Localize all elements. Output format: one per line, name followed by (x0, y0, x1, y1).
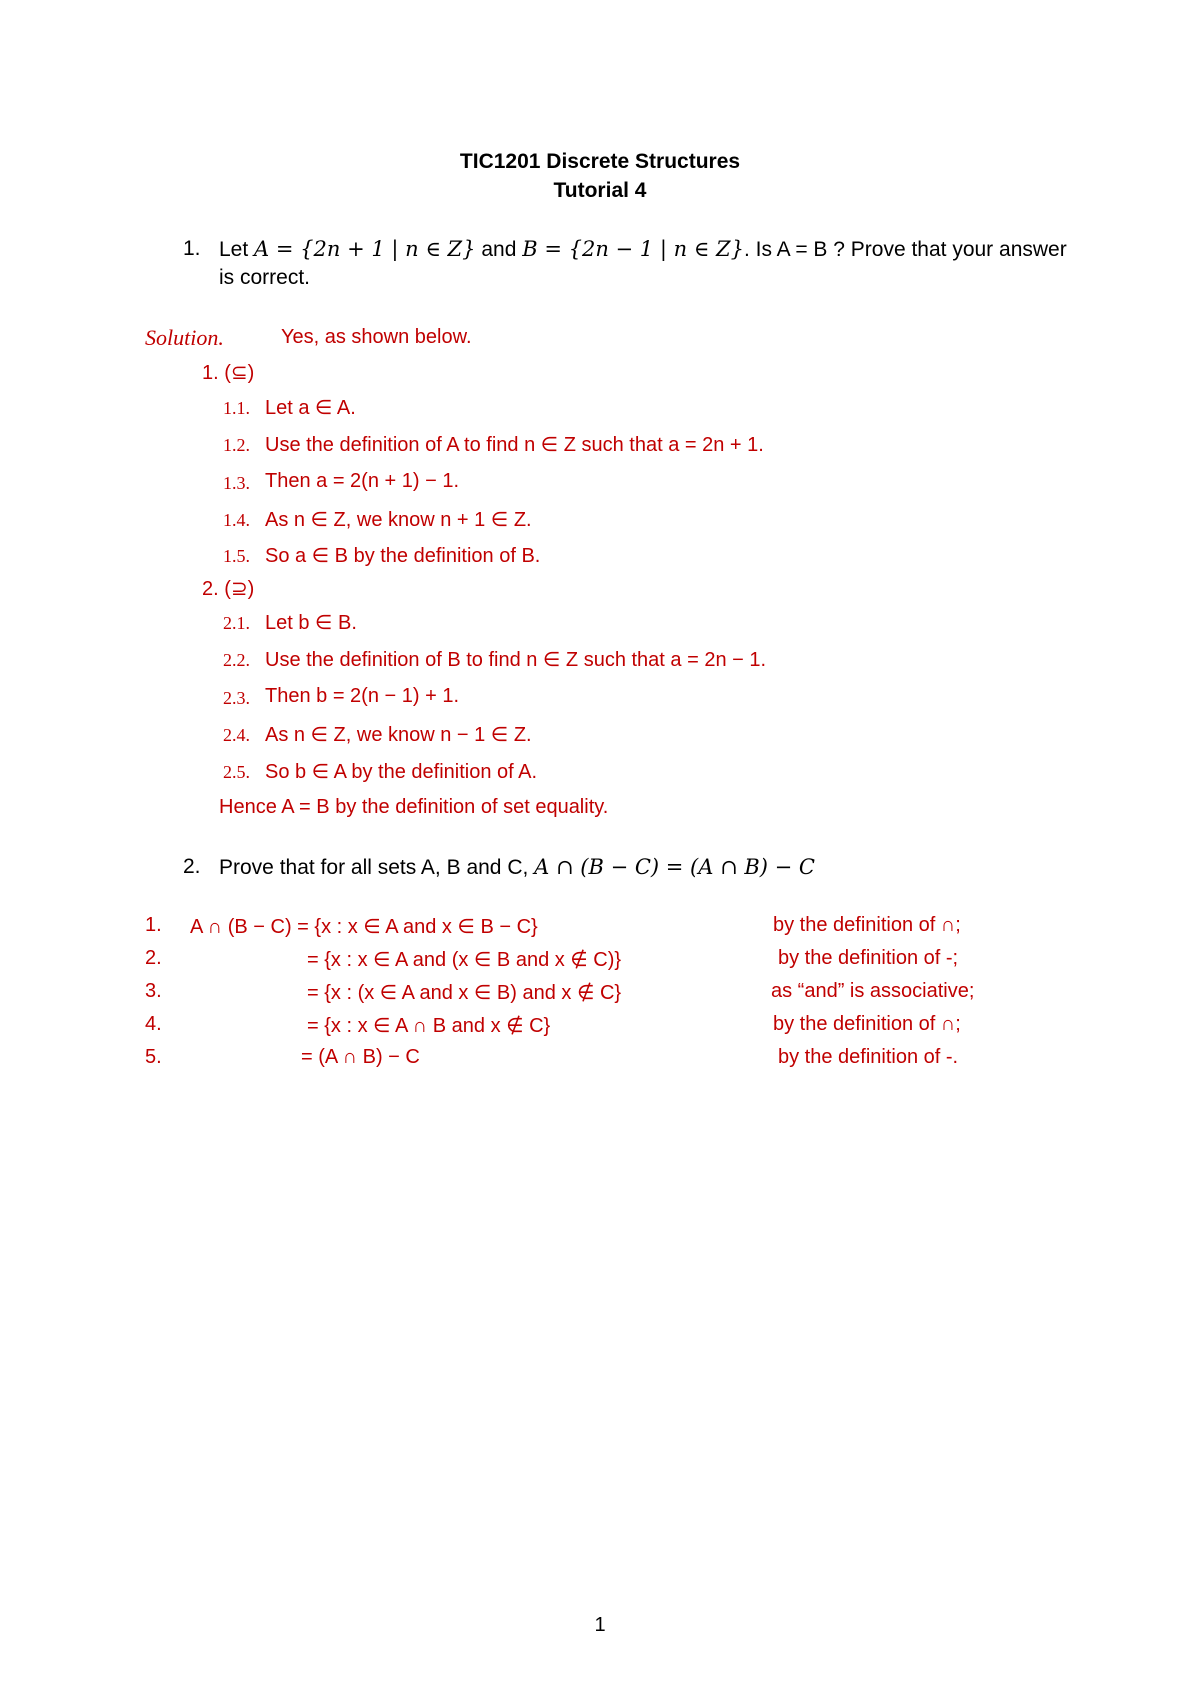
question-1-line-1 (219, 237, 1067, 262)
step-text: As n ∈ Z, we know n + 1 ∈ Z. (265, 509, 532, 531)
question-1-post: . Is A = B ? Prove that your answer (743, 238, 1067, 261)
question-2-formula: A ∩ (B − C) = (A ∩ B) − C (534, 855, 815, 879)
step-text: So a ∈ B by the definition of B. (265, 545, 541, 567)
step-text: Then a = 2(n + 1) − 1. (265, 470, 460, 492)
step-number: 1.2. (223, 435, 250, 455)
question-2-number: 2. (183, 855, 201, 878)
step-number: 2.5. (223, 762, 250, 782)
set-b-definition: B = {2n − 1 | n ∈ Z} (522, 237, 744, 261)
step-text: Let b ∈ B. (265, 612, 357, 634)
step-number: 1.4. (223, 510, 250, 530)
solution-conclusion: Hence A = B by the definition of set equality. (219, 796, 609, 818)
solution-intro: Yes, as shown below. (281, 326, 472, 348)
step-number: 1.5. (223, 546, 250, 566)
step-text: Use the definition of A to find n ∈ Z such that a = 2n + 1. (265, 434, 764, 456)
step-text: So b ∈ A by the definition of A. (265, 761, 538, 783)
proof-row-number: 2. (145, 947, 162, 969)
document-title: TIC1201 Discrete Structures (459, 150, 741, 173)
question-1-mid: and (475, 238, 523, 261)
proof-row-expression: = {x : x ∈ A ∩ B and x ∉ C} (307, 1015, 551, 1037)
question-1-pre: Let (219, 238, 255, 261)
solution-label: Solution. (145, 325, 224, 350)
proof-row-expression: = {x : (x ∈ A and x ∈ B) and x ∉ C} (307, 982, 622, 1004)
question-1-number: 1. (183, 237, 201, 260)
proof-row-expression: A ∩ (B − C) = {x : x ∈ A and x ∈ B − C} (190, 916, 538, 938)
proof-row-number: 1. (145, 914, 162, 936)
page-number: 1 (594, 1614, 606, 1636)
step-number: 2.3. (223, 688, 250, 708)
step-number: 2.1. (223, 613, 250, 633)
proof-row-expression: = (A ∩ B) − C (301, 1046, 420, 1068)
proof-row-number: 3. (145, 980, 162, 1002)
proof-row-expression: = {x : x ∈ A and (x ∈ B and x ∉ C)} (307, 949, 622, 971)
step-number: 1.3. (223, 473, 250, 493)
step-text: Then b = 2(n − 1) + 1. (265, 685, 460, 707)
step-number: 2.2. (223, 650, 250, 670)
proof-row-number: 4. (145, 1013, 162, 1035)
set-a-definition: A = {2n + 1 | n ∈ Z} (254, 237, 476, 261)
proof-row-reason: by the definition of ∩; (773, 914, 961, 936)
step-text: Let a ∈ A. (265, 397, 356, 419)
part-2-heading: 2. (⊇) (202, 578, 255, 600)
step-text: As n ∈ Z, we know n − 1 ∈ Z. (265, 724, 532, 746)
proof-row-reason: by the definition of -; (778, 947, 959, 969)
part-1-heading: 1. (⊆) (202, 362, 255, 384)
step-number: 2.4. (223, 725, 250, 745)
proof-row-number: 5. (145, 1046, 162, 1068)
proof-row-reason: by the definition of -. (778, 1046, 959, 1068)
proof-row-reason: by the definition of ∩; (773, 1013, 961, 1035)
document-subtitle: Tutorial 4 (553, 179, 647, 202)
step-text: Use the definition of B to find n ∈ Z such that a = 2n − 1. (265, 649, 767, 671)
proof-row-reason: as “and” is associative; (771, 980, 975, 1002)
question-2-line (219, 855, 815, 880)
question-1-line-2: is correct. (219, 266, 311, 289)
step-number: 1.1. (223, 398, 250, 418)
question-2-text: Prove that for all sets A, B and C, (219, 856, 535, 879)
